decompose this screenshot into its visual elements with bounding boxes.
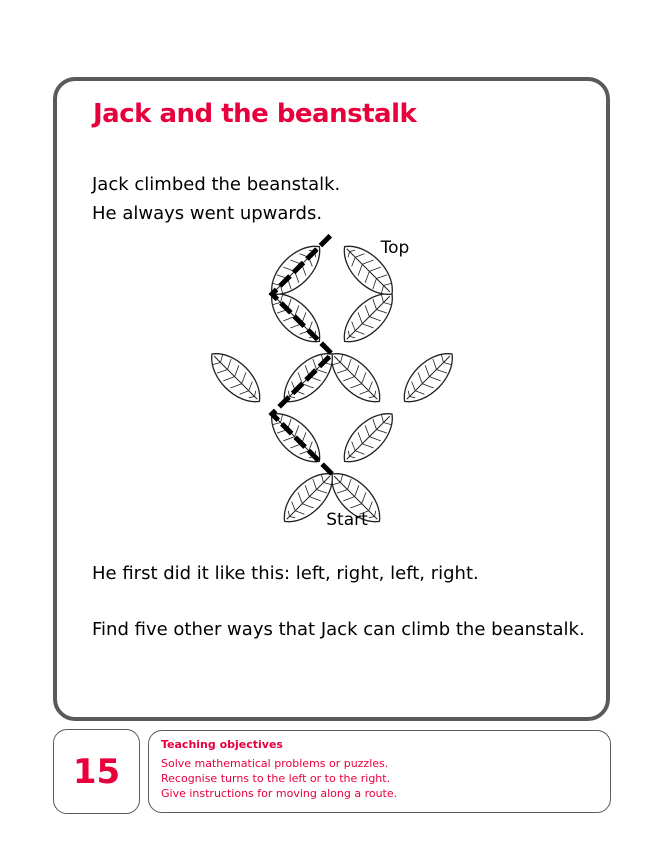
- beanstalk-diagram: [207, 231, 467, 531]
- beanstalk-leaves: [207, 237, 462, 531]
- page-number: 15: [72, 751, 121, 792]
- page-number-box: [53, 729, 140, 814]
- objective-item: Recognise turns to the left or to the right.: [161, 772, 391, 785]
- objective-item: Solve mathematical problems or puzzles.: [161, 757, 389, 770]
- task-text: Find five other ways that Jack can climb the beanstalk.: [92, 619, 585, 640]
- objectives-list: [161, 756, 397, 801]
- intro-line-1: Jack climbed the beanstalk.: [92, 174, 341, 195]
- objective-item: Give instructions for moving along a route.: [161, 787, 398, 800]
- intro-text: [92, 170, 340, 228]
- worksheet-card: [53, 77, 610, 721]
- intro-line-2: He always went upwards.: [92, 203, 323, 224]
- objectives-title: Teaching objectives: [161, 738, 283, 751]
- teaching-objectives-box: [148, 730, 611, 813]
- top-label: Top: [380, 238, 410, 258]
- start-label: Start: [326, 510, 368, 530]
- method-text: He first did it like this: left, right, left, right.: [92, 563, 479, 584]
- page-title: Jack and the beanstalk: [93, 99, 417, 129]
